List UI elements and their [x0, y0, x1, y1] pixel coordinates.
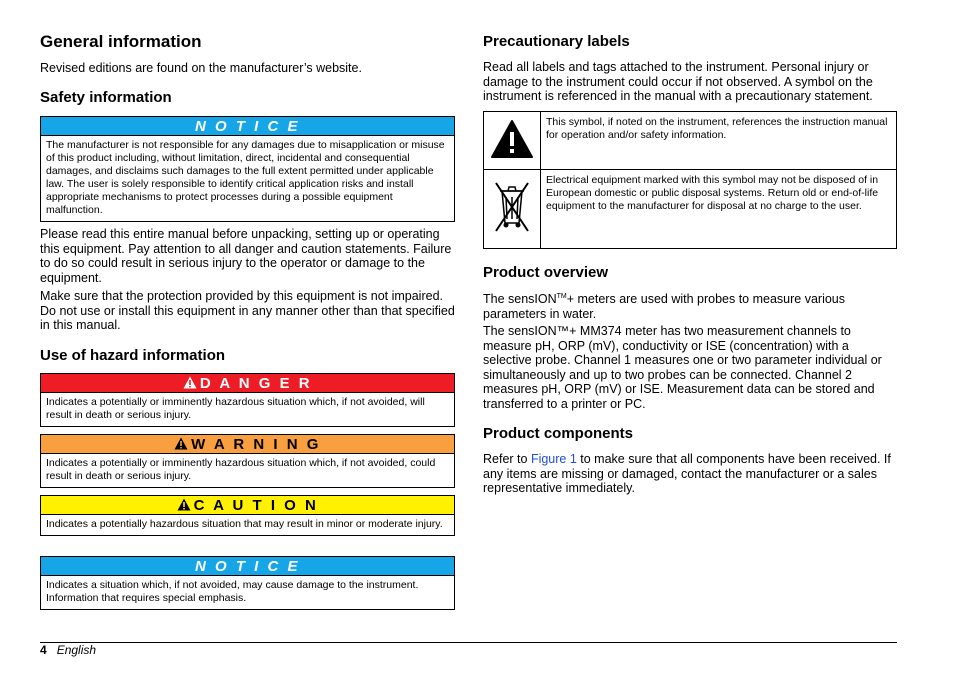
notice-label-2: N O T I C E: [41, 557, 454, 576]
danger-triangle-icon: [183, 375, 197, 394]
symbol-icon-cell: [484, 170, 541, 249]
warning-text: Indicates a potentially or imminently hazardous situation which, if not avoided, could result in death or serious injury.: [46, 457, 436, 482]
product-overview-heading: Product overview: [483, 264, 609, 281]
overview-text-b: + meters are used with probes to measure various parameters in water.: [483, 292, 846, 321]
warning-triangle-icon: [490, 150, 534, 162]
product-components-heading: Product components: [483, 425, 634, 442]
trademark-mark: TM: [556, 293, 567, 300]
warning-triangle-icon: [174, 436, 188, 455]
safety-paragraph-2: Make sure that the protection provided by this equipment is not impaired. Do not use or install this equipment in any manner other than that specified in this manual.: [40, 289, 455, 332]
notice-text-2: Indicates a situation which, if not avoided, may cause damage to the instrument. Information that requires special emphasis.: [46, 579, 419, 604]
danger-box: [40, 373, 455, 427]
symbol-table: [483, 111, 897, 249]
caution-bar: [41, 496, 454, 515]
symbol-row: [484, 112, 897, 170]
symbol-description: This symbol, if noted on the instrument, references the instruction manual for operation and/or safety information.: [541, 112, 897, 170]
precautionary-labels-text: Read all labels and tags attached to the instrument. Personal injury or damage to the instrument could occur if not observed. A symbol on the instrument is referenced in the manual with a precautionary statement.: [483, 60, 873, 103]
footer-rule: [40, 642, 897, 643]
symbol-description: Electrical equipment marked with this symbol may not be disposed of in European domestic or public disposal systems. Return old or end-of-life equipment to the manufacturer for disposal at no charge to the user.: [541, 170, 897, 249]
caution-text: Indicates a potentially hazardous situation that may result in minor or moderate injury.: [46, 518, 443, 530]
notice-box: [40, 116, 455, 222]
notice-label: N O T I C E: [41, 117, 454, 136]
general-information-heading: General information: [40, 32, 202, 51]
figure-1-link[interactable]: Figure 1: [530, 452, 577, 466]
overview-text-a: The sensION: [483, 292, 557, 307]
page-footer: [40, 643, 96, 657]
hazard-information-heading: Use of hazard information: [40, 347, 226, 364]
caution-box: [40, 495, 455, 536]
warning-label: W A R N I N G: [191, 436, 321, 453]
notice-box-2: [40, 556, 455, 610]
danger-bar: [41, 374, 454, 393]
symbol-row: [484, 170, 897, 249]
precautionary-labels-heading: Precautionary labels: [483, 33, 630, 50]
warning-bar: [41, 435, 454, 454]
components-text-b: to make sure that all components have been received. If any items are missing or damaged, contact the manufacturer or a sales representative immediately.: [483, 452, 891, 495]
caution-triangle-icon: [177, 497, 191, 516]
general-information-text: Revised editions are found on the manufacturer’s website.: [40, 61, 362, 75]
warning-box: [40, 434, 455, 488]
notice-text: The manufacturer is not responsible for any damages due to misapplication or misuse of this product including, without limitation, direct, incidental and consequential damages, and disclaims such damages to the full extent permitted under applicable law. The user is solely responsible to identify critical application risks and install appropriate mechanisms to protect processes during a possible equipment malfunction.: [46, 139, 445, 216]
crossed-bin-icon: [490, 226, 534, 238]
product-overview-paragraph-1: [483, 290, 897, 321]
footer-language: English: [56, 643, 97, 657]
product-overview-paragraph-2: The sensION™+ MM374 meter has two measurement channels to measure pH, ORP (mV), conductivity or ISE (concentration) with a selective probe. Channel 1 measures one or two parameter individual or simultaneously and up to two probes can be connected. Channel 2 measures pH, ORP (mV) or ISE. Measurement data can be stored and transferred to a printer or PC.: [483, 324, 882, 411]
product-components-text: [483, 452, 897, 496]
danger-label: D A N G E R: [199, 375, 313, 392]
symbol-icon-cell: [484, 112, 541, 170]
page-number: 4: [40, 643, 47, 657]
danger-text: Indicates a potentially or imminently hazardous situation which, if not avoided, will result in death or serious injury.: [46, 396, 425, 421]
safety-information-heading: Safety information: [40, 89, 172, 106]
caution-label: C A U T I O N: [193, 497, 319, 514]
safety-paragraph-1: Please read this entire manual before unpacking, setting up or operating this equipment. Pay attention to all danger and caution statements. Failure to do so could result in serious injury to the operator or damage to the equipment.: [40, 227, 452, 285]
components-text-a: Refer to: [483, 452, 531, 466]
